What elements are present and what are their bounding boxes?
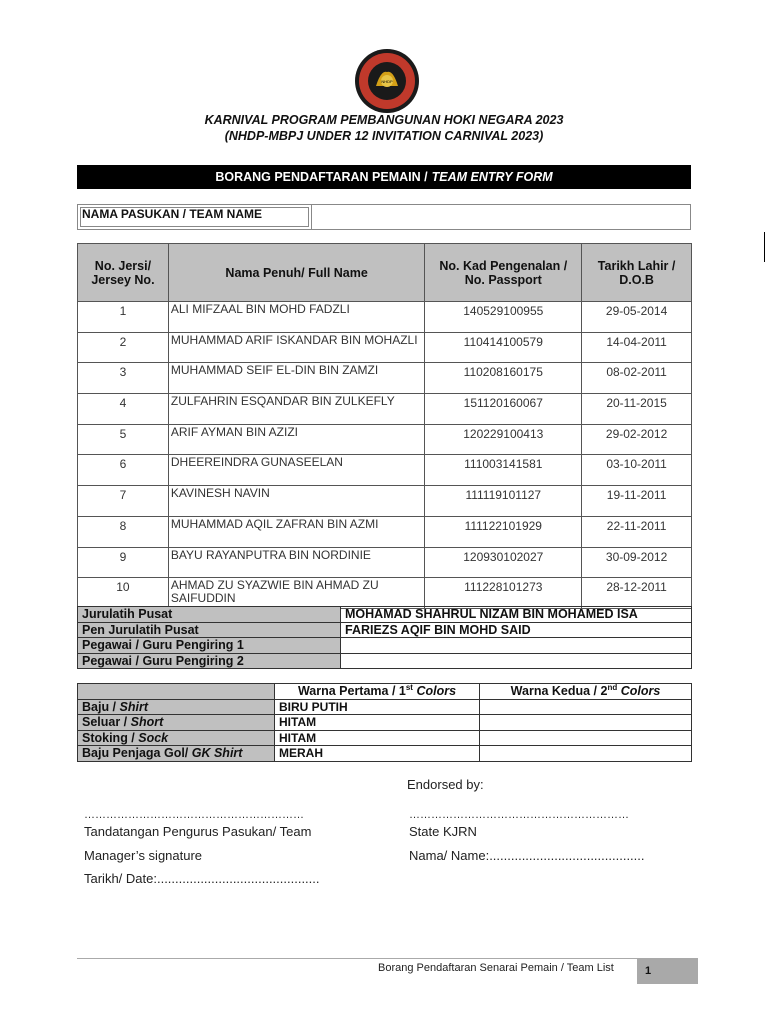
player-name: BAYU RAYANPUTRA BIN NORDINIE bbox=[168, 547, 425, 578]
player-dob: 14-04-2011 bbox=[582, 332, 692, 363]
jersey-no: 2 bbox=[78, 332, 169, 363]
second-colour-value bbox=[480, 699, 692, 715]
document-title-line1: KARNIVAL PROGRAM PEMBANGUNAN HOKI NEGARA 2023 bbox=[204, 113, 564, 127]
svg-text:NHDP: NHDP bbox=[381, 79, 393, 84]
player-name: ZULFAHRIN ESQANDAR BIN ZULKEFLY bbox=[168, 394, 425, 425]
player-name: MUHAMMAD AQIL ZAFRAN BIN AZMI bbox=[168, 516, 425, 547]
document-title-line2: (NHDP-MBPJ UNDER 12 INVITATION CARNIVAL 2023) bbox=[224, 129, 544, 143]
kjrn-signature-line: …………………………………………………… bbox=[409, 809, 629, 821]
kjrn-name-field: Nama/ Name:........................................... bbox=[409, 848, 645, 863]
player-dob: 22-11-2011 bbox=[582, 516, 692, 547]
player-dob: 19-11-2011 bbox=[582, 486, 692, 517]
team-name-label: NAMA PASUKAN / TEAM NAME bbox=[78, 205, 312, 229]
colour-row bbox=[78, 730, 692, 746]
player-ic: 120930102027 bbox=[425, 547, 582, 578]
players-header-row bbox=[78, 244, 692, 302]
player-row bbox=[78, 332, 692, 363]
jersey-no: 6 bbox=[78, 455, 169, 486]
jersey-no: 10 bbox=[78, 578, 169, 609]
header-first-colour: Warna Pertama / 1st Colors bbox=[275, 684, 480, 700]
player-ic: 110208160175 bbox=[425, 363, 582, 394]
team-name-row bbox=[77, 204, 691, 230]
date-field: Tarikh/ Date:............................................. bbox=[84, 871, 320, 886]
manager-signature-label-line1: Tandatangan Pengurus Pasukan/ Team bbox=[84, 824, 312, 839]
colour-item-label: Stoking / Sock bbox=[78, 730, 275, 746]
player-ic: 110414100579 bbox=[425, 332, 582, 363]
player-dob: 08-02-2011 bbox=[582, 363, 692, 394]
player-row bbox=[78, 424, 692, 455]
player-row bbox=[78, 486, 692, 517]
player-ic: 111122101929 bbox=[425, 516, 582, 547]
player-ic: 111228101273 bbox=[425, 578, 582, 609]
player-row bbox=[78, 547, 692, 578]
official-label: Pegawai / Guru Pengiring 1 bbox=[78, 638, 341, 654]
player-name: DHEEREINDRA GUNASEELAN bbox=[168, 455, 425, 486]
colours-table bbox=[77, 683, 692, 762]
jersey-no: 5 bbox=[78, 424, 169, 455]
official-row bbox=[78, 638, 692, 654]
banner-main-text: BORANG PENDAFTARAN PEMAIN / bbox=[215, 170, 428, 184]
player-ic: 140529100955 bbox=[425, 302, 582, 333]
endorsed-by-label: Endorsed by: bbox=[407, 777, 484, 792]
first-colour-value: HITAM bbox=[275, 730, 480, 746]
official-value: MOHAMAD SHAHRUL NIZAM BIN MOHAMED ISA bbox=[341, 607, 692, 623]
jersey-no: 4 bbox=[78, 394, 169, 425]
player-row bbox=[78, 394, 692, 425]
footer-divider bbox=[77, 958, 637, 959]
player-ic: 111003141581 bbox=[425, 455, 582, 486]
player-ic: 111119101127 bbox=[425, 486, 582, 517]
page-number: 1 bbox=[637, 958, 698, 984]
header-full-name: Nama Penuh/ Full Name bbox=[168, 244, 425, 302]
colour-row bbox=[78, 715, 692, 731]
player-dob: 29-05-2014 bbox=[582, 302, 692, 333]
player-name: MUHAMMAD ARIF ISKANDAR BIN MOHAZLI bbox=[168, 332, 425, 363]
state-kjrn-label: State KJRN bbox=[409, 824, 477, 839]
player-name: ARIF AYMAN BIN AZIZI bbox=[168, 424, 425, 455]
official-value bbox=[341, 653, 692, 669]
player-row bbox=[78, 516, 692, 547]
player-name: AHMAD ZU SYAZWIE BIN AHMAD ZU SAIFUDDIN bbox=[168, 578, 425, 609]
players-table bbox=[77, 243, 692, 609]
second-colour-value bbox=[480, 730, 692, 746]
official-label: Pegawai / Guru Pengiring 2 bbox=[78, 653, 341, 669]
player-dob: 03-10-2011 bbox=[582, 455, 692, 486]
official-label: Jurulatih Pusat bbox=[78, 607, 341, 623]
colours-header-row bbox=[78, 684, 692, 700]
nhdp-logo bbox=[354, 48, 420, 114]
colour-item-label: Baju Penjaga Gol/ GK Shirt bbox=[78, 746, 275, 762]
banner-italic-text: TEAM ENTRY FORM bbox=[431, 170, 553, 184]
jersey-no: 3 bbox=[78, 363, 169, 394]
second-colour-value bbox=[480, 746, 692, 762]
player-name: KAVINESH NAVIN bbox=[168, 486, 425, 517]
manager-signature-label-line2: Manager’s signature bbox=[84, 848, 203, 863]
footer-text: Borang Pendaftaran Senarai Pemain / Team List bbox=[378, 962, 614, 974]
form-banner bbox=[77, 165, 691, 189]
player-row bbox=[78, 578, 692, 609]
player-dob: 29-02-2012 bbox=[582, 424, 692, 455]
player-dob: 20-11-2015 bbox=[582, 394, 692, 425]
player-name: MUHAMMAD SEIF EL-DIN BIN ZAMZI bbox=[168, 363, 425, 394]
jersey-no: 8 bbox=[78, 516, 169, 547]
first-colour-value: BIRU PUTIH bbox=[275, 699, 480, 715]
first-colour-value: MERAH bbox=[275, 746, 480, 762]
player-dob: 30-09-2012 bbox=[582, 547, 692, 578]
colour-row bbox=[78, 746, 692, 762]
header-jersey: No. Jersi/ Jersey No. bbox=[78, 244, 169, 302]
official-value: FARIEZS AQIF BIN MOHD SAID bbox=[341, 622, 692, 638]
edge-mark bbox=[764, 232, 768, 262]
player-dob: 28-12-2011 bbox=[582, 578, 692, 609]
official-row bbox=[78, 607, 692, 623]
first-colour-value: HITAM bbox=[275, 715, 480, 731]
colour-item-label: Baju / Shirt bbox=[78, 699, 275, 715]
official-row bbox=[78, 622, 692, 638]
official-row bbox=[78, 653, 692, 669]
jersey-no: 1 bbox=[78, 302, 169, 333]
officials-table bbox=[77, 606, 692, 669]
player-name: ALI MIFZAAL BIN MOHD FADZLI bbox=[168, 302, 425, 333]
player-row bbox=[78, 302, 692, 333]
player-row bbox=[78, 455, 692, 486]
jersey-no: 9 bbox=[78, 547, 169, 578]
official-label: Pen Jurulatih Pusat bbox=[78, 622, 341, 638]
colours-header-blank bbox=[78, 684, 275, 700]
header-ic: No. Kad Pengenalan / No. Passport bbox=[425, 244, 582, 302]
jersey-no: 7 bbox=[78, 486, 169, 517]
header-dob: Tarikh Lahir / D.O.B bbox=[582, 244, 692, 302]
official-value bbox=[341, 638, 692, 654]
player-ic: 120229100413 bbox=[425, 424, 582, 455]
second-colour-value bbox=[480, 715, 692, 731]
colour-row bbox=[78, 699, 692, 715]
player-row bbox=[78, 363, 692, 394]
colour-item-label: Seluar / Short bbox=[78, 715, 275, 731]
header-second-colour: Warna Kedua / 2nd Colors bbox=[480, 684, 692, 700]
manager-signature-line: …………………………………………………… bbox=[84, 809, 304, 821]
player-ic: 151120160067 bbox=[425, 394, 582, 425]
